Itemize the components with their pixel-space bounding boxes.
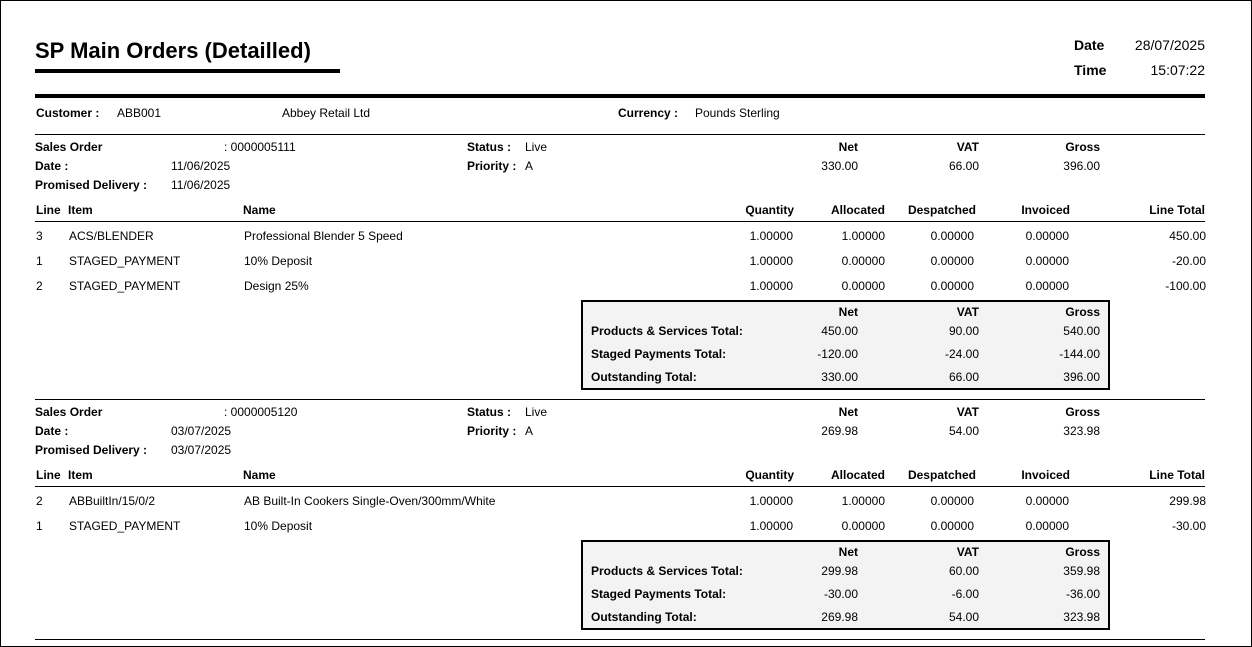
sales-order-number: : 0000005111 <box>224 140 296 154</box>
line-allocated: 0.00000 <box>841 279 885 293</box>
line-quantity: 1.00000 <box>749 254 793 268</box>
staged-payments-total-gross: -144.00 <box>1059 347 1100 361</box>
staged-payments-total-net: -120.00 <box>817 347 858 361</box>
staged-payments-total-label: Staged Payments Total: <box>591 587 727 601</box>
line-item-code: ABBuiltIn/15/0/2 <box>69 494 156 508</box>
outstanding-total-net: 269.98 <box>821 610 858 624</box>
totals-net-header: Net <box>838 545 858 559</box>
col-header-line: Line <box>36 203 61 217</box>
outstanding-total-gross: 396.00 <box>1063 370 1100 384</box>
line-despatched: 0.00000 <box>930 254 974 268</box>
col-header-allocated: Allocated <box>830 203 885 217</box>
report-title: SP Main Orders (Detailled) <box>35 38 311 63</box>
order-vat-label: VAT <box>956 405 979 419</box>
report-end-divider <box>35 639 1205 640</box>
line-despatched: 0.00000 <box>930 279 974 293</box>
col-header-allocated: Allocated <box>830 468 885 482</box>
col-header-invoiced: Invoiced <box>1021 468 1070 482</box>
line-quantity: 1.00000 <box>749 494 793 508</box>
line-allocated: 0.00000 <box>841 519 885 533</box>
column-header-divider <box>35 221 1205 222</box>
column-header-divider <box>35 486 1205 487</box>
line-item-name: AB Built-In Cookers Single-Oven/300mm/White <box>244 494 496 508</box>
col-header-despatched: Despatched <box>907 203 976 217</box>
line-quantity: 1.00000 <box>749 279 793 293</box>
staged-payments-total-vat: -6.00 <box>951 587 979 601</box>
line-item-code: STAGED_PAYMENT <box>69 519 181 533</box>
line-item-name: Design 25% <box>244 279 309 293</box>
totals-gross-header: Gross <box>1065 545 1100 559</box>
totals-gross-header: Gross <box>1065 305 1100 319</box>
products-services-total-net: 450.00 <box>821 324 858 338</box>
order-gross-label: Gross <box>1065 405 1100 419</box>
order-gross-label: Gross <box>1065 140 1100 154</box>
line-number: 3 <box>36 229 43 243</box>
totals-net-header: Net <box>838 305 858 319</box>
outstanding-total-vat: 66.00 <box>948 370 979 384</box>
line-total: 450.00 <box>1169 229 1206 243</box>
products-services-total-label: Products & Services Total: <box>591 324 743 338</box>
priority-label: Priority : <box>467 159 517 173</box>
order-gross-value: 396.00 <box>1063 159 1100 173</box>
staged-payments-total-gross: -36.00 <box>1065 587 1100 601</box>
promised-delivery-label: Promised Delivery : <box>35 178 148 192</box>
order-divider <box>35 134 1205 135</box>
line-number: 1 <box>36 519 43 533</box>
col-header-line: Line <box>36 468 61 482</box>
currency-label: Currency : <box>618 106 679 120</box>
line-total: 299.98 <box>1169 494 1206 508</box>
col-header-item: Item <box>68 203 93 217</box>
report-date-label: Date <box>1074 37 1105 53</box>
priority-value: A <box>525 424 534 438</box>
outstanding-total-gross: 323.98 <box>1063 610 1100 624</box>
order-net-label: Net <box>838 405 858 419</box>
line-despatched: 0.00000 <box>930 494 974 508</box>
customer-label: Customer : <box>36 106 100 120</box>
staged-payments-total-label: Staged Payments Total: <box>591 347 727 361</box>
line-allocated: 0.00000 <box>841 254 885 268</box>
status-value: Live <box>525 405 548 419</box>
line-item-name: 10% Deposit <box>244 254 313 268</box>
promised-delivery-label: Promised Delivery : <box>35 443 148 457</box>
line-total: -100.00 <box>1165 279 1206 293</box>
staged-payments-total-net: -30.00 <box>823 587 858 601</box>
report-date-value: 28/07/2025 <box>1134 37 1205 53</box>
line-total: -20.00 <box>1171 254 1206 268</box>
order-date-label: Date : <box>35 424 69 438</box>
line-item-code: STAGED_PAYMENT <box>69 279 181 293</box>
title-underline <box>35 69 340 73</box>
col-header-quantity: Quantity <box>745 468 794 482</box>
priority-label: Priority : <box>467 424 517 438</box>
totals-vat-header: VAT <box>956 545 979 559</box>
order-net-label: Net <box>838 140 858 154</box>
col-header-invoiced: Invoiced <box>1021 203 1070 217</box>
line-quantity: 1.00000 <box>749 229 793 243</box>
order-vat-value: 54.00 <box>948 424 979 438</box>
order-divider <box>35 399 1205 400</box>
col-header-quantity: Quantity <box>745 203 794 217</box>
customer-code: ABB001 <box>117 106 162 120</box>
line-quantity: 1.00000 <box>749 519 793 533</box>
col-header-item: Item <box>68 468 93 482</box>
order-vat-label: VAT <box>956 140 979 154</box>
col-header-line-total: Line Total <box>1149 468 1205 482</box>
status-label: Status : <box>467 140 512 154</box>
line-item-name: Professional Blender 5 Speed <box>244 229 403 243</box>
sales-order-label: Sales Order <box>35 405 103 419</box>
outstanding-total-vat: 54.00 <box>948 610 979 624</box>
sales-order-number: : 0000005120 <box>224 405 298 419</box>
promised-delivery-value: 03/07/2025 <box>171 443 232 457</box>
line-item-code: ACS/BLENDER <box>69 229 154 243</box>
line-invoiced: 0.00000 <box>1025 254 1069 268</box>
header-divider <box>35 94 1205 98</box>
customer-name: Abbey Retail Ltd <box>282 106 371 120</box>
order-date-label: Date : <box>35 159 69 173</box>
line-number: 2 <box>36 494 43 508</box>
products-services-total-vat: 60.00 <box>948 564 979 578</box>
line-item-name: 10% Deposit <box>244 519 313 533</box>
line-number: 1 <box>36 254 43 268</box>
outstanding-total-label: Outstanding Total: <box>591 370 697 384</box>
line-invoiced: 0.00000 <box>1025 229 1069 243</box>
staged-payments-total-vat: -24.00 <box>944 347 979 361</box>
order-net-value: 330.00 <box>821 159 858 173</box>
priority-value: A <box>525 159 534 173</box>
products-services-total-label: Products & Services Total: <box>591 564 743 578</box>
line-despatched: 0.00000 <box>930 519 974 533</box>
status-value: Live <box>525 140 548 154</box>
line-invoiced: 0.00000 <box>1025 519 1069 533</box>
line-allocated: 1.00000 <box>841 494 885 508</box>
sales-order-label: Sales Order <box>35 140 103 154</box>
products-services-total-gross: 359.98 <box>1063 564 1100 578</box>
col-header-line-total: Line Total <box>1149 203 1205 217</box>
order-gross-value: 323.98 <box>1063 424 1100 438</box>
line-despatched: 0.00000 <box>930 229 974 243</box>
col-header-name: Name <box>243 468 276 482</box>
line-item-code: STAGED_PAYMENT <box>69 254 181 268</box>
report-time-label: Time <box>1074 62 1107 78</box>
promised-delivery-value: 11/06/2025 <box>171 178 231 192</box>
report-time-value: 15:07:22 <box>1150 62 1205 78</box>
order-date-value: 03/07/2025 <box>171 424 232 438</box>
outstanding-total-net: 330.00 <box>821 370 858 384</box>
totals-vat-header: VAT <box>956 305 979 319</box>
line-invoiced: 0.00000 <box>1025 279 1069 293</box>
line-number: 2 <box>36 279 43 293</box>
currency-value: Pounds Sterling <box>695 106 780 120</box>
products-services-total-vat: 90.00 <box>948 324 979 338</box>
line-allocated: 1.00000 <box>841 229 885 243</box>
products-services-total-net: 299.98 <box>821 564 858 578</box>
products-services-total-gross: 540.00 <box>1063 324 1100 338</box>
col-header-despatched: Despatched <box>907 468 976 482</box>
outstanding-total-label: Outstanding Total: <box>591 610 697 624</box>
line-total: -30.00 <box>1171 519 1206 533</box>
status-label: Status : <box>467 405 512 419</box>
order-net-value: 269.98 <box>821 424 858 438</box>
col-header-name: Name <box>243 203 276 217</box>
order-vat-value: 66.00 <box>948 159 979 173</box>
order-date-value: 11/06/2025 <box>171 159 231 173</box>
line-invoiced: 0.00000 <box>1025 494 1069 508</box>
